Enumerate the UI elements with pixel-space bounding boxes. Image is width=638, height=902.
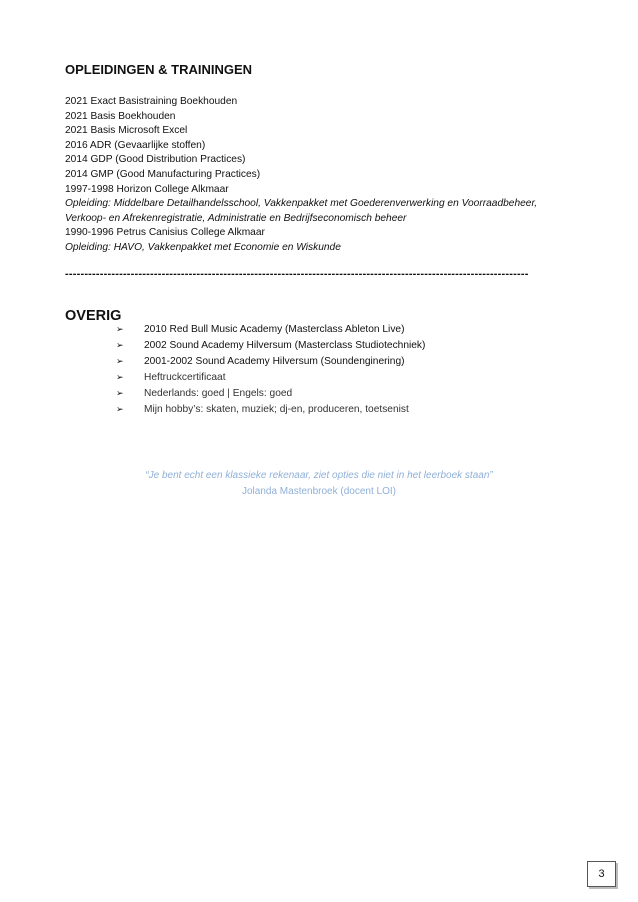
arrow-bullet-icon: ➢ <box>116 339 124 350</box>
overig-heading: OVERIG <box>65 308 122 324</box>
education-description: Opleiding: HAVO, Vakkenpakket met Economie en Wiskunde <box>65 241 341 253</box>
education-item: 1990-1996 Petrus Canisius College Alkmaar <box>65 227 265 239</box>
misc-item <box>116 322 425 338</box>
opleidingen-heading: OPLEIDINGEN & TRAININGEN <box>65 62 253 77</box>
misc-item <box>116 402 425 418</box>
page-number-label: 3 <box>598 868 605 880</box>
misc-item <box>116 338 425 354</box>
misc-item-text: Nederlands: goed | Engels: goed <box>144 387 293 399</box>
arrow-bullet-icon: ➢ <box>116 403 124 414</box>
misc-item-text: 2002 Sound Academy Hilversum (Masterclass Studiotechniek) <box>144 339 426 351</box>
education-item: 2021 Basis Microsoft Excel <box>65 125 188 137</box>
education-item: 1997-1998 Horizon College Alkmaar <box>65 183 229 195</box>
arrow-bullet-icon: ➢ <box>116 324 124 334</box>
arrow-bullet-icon: ➢ <box>116 371 124 382</box>
education-description: Verkoop- en Afrekenregistratie, Administratie en Bedrijfseconomisch beheer <box>65 212 407 224</box>
misc-item-text: Heftruckcertificaat <box>144 371 226 383</box>
page-number <box>587 861 616 887</box>
education-item: 2016 ADR (Gevaarlijke stoffen) <box>65 139 206 151</box>
misc-item <box>116 370 425 386</box>
education-item: 2021 Exact Basistraining Boekhouden <box>65 96 238 107</box>
misc-item-text: Mijn hobby’s: skaten, muziek; dj-en, produceren, toetsenist <box>144 403 409 415</box>
misc-item <box>116 354 425 370</box>
testimonial-quote: “Je bent echt een klassieke rekenaar, ziet opties die niet in het leerboek staan” <box>145 470 493 481</box>
misc-item <box>116 386 425 402</box>
education-description: Opleiding: Middelbare Detailhandelsschool, Vakkenpakket met Goederenverwerking en Voorraadbeheer, <box>65 198 538 210</box>
arrow-bullet-icon: ➢ <box>116 387 124 398</box>
education-item: 2014 GMP (Good Manufacturing Practices) <box>65 168 261 180</box>
misc-item-text: 2001-2002 Sound Academy Hilversum (Soundenginering) <box>144 355 405 367</box>
education-list <box>65 95 605 256</box>
misc-list <box>116 322 425 417</box>
testimonial-author: Jolanda Mastenbroek (docent LOI) <box>242 486 396 497</box>
education-item: 2021 Basis Boekhouden <box>65 110 176 122</box>
education-item: 2014 GDP (Good Distribution Practices) <box>65 154 246 166</box>
misc-item-text: 2010 Red Bull Music Academy (Masterclass Ableton Live) <box>144 324 405 335</box>
arrow-bullet-icon: ➢ <box>116 355 124 366</box>
dashed-divider: ------------------------------------------------------------------------------------------------------------------------ <box>65 268 529 280</box>
